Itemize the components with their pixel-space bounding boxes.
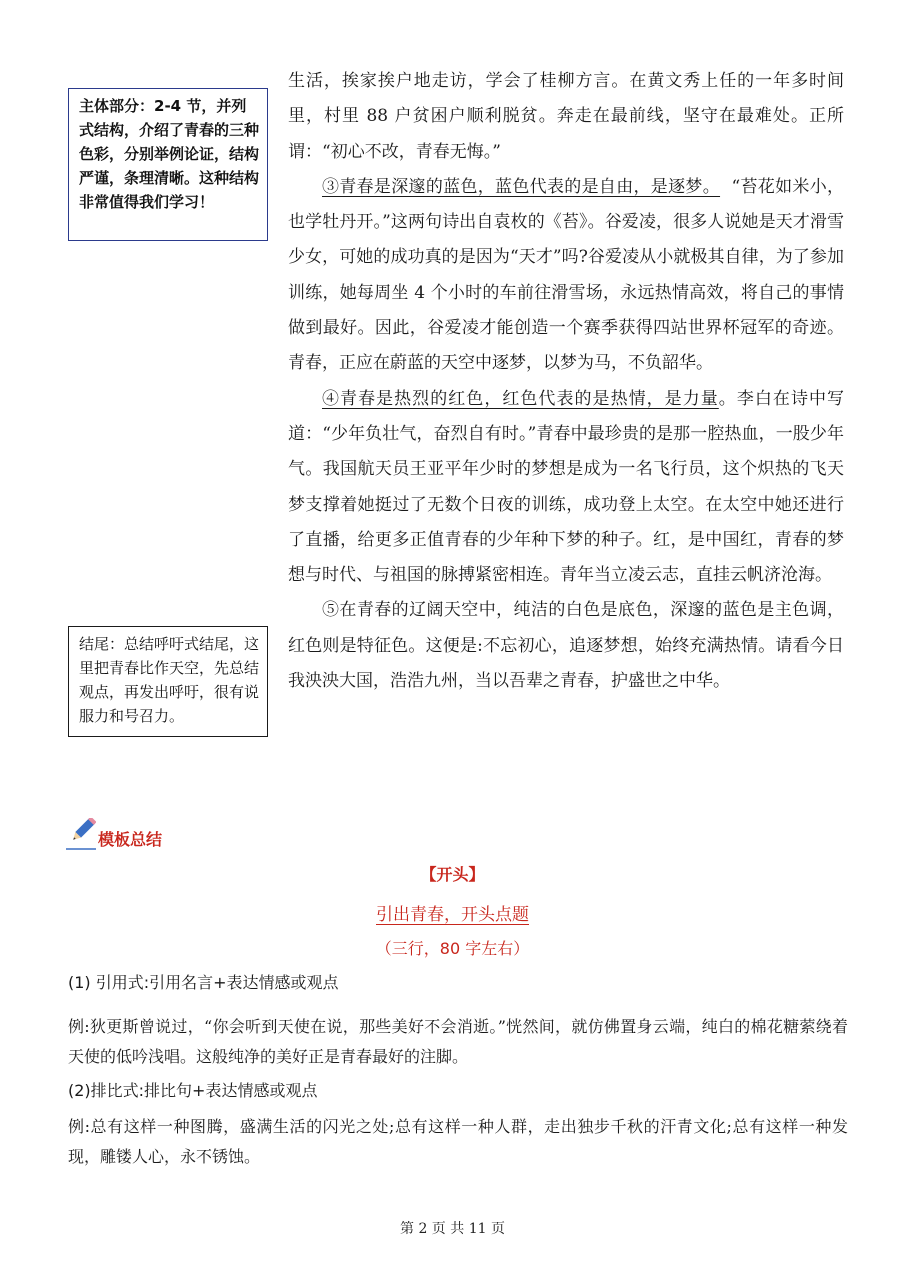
structure-annotation-text: 主体部分：2-4 节，并列式结构，介绍了青春的三种色彩，分别举例论证，结构严谨，条理清晰。这种结构非常值得我们学习！ (79, 97, 260, 211)
template-summary-heading (66, 818, 162, 850)
paragraph-4-topic-sentence: ④青春是热烈的红色，红色代表的是热情，是力量 (322, 388, 719, 409)
ending-annotation-box (68, 626, 268, 737)
structure-annotation-box (68, 88, 268, 241)
paragraph-3-topic-sentence: ③青春是深邃的蓝色，蓝色代表的是自由，是逐梦。 (322, 176, 721, 197)
paragraph-3-body: “苔花如米小，也学牡丹开。”这两句诗出自袁枚的《苔》。谷爱凌，很多人说她是天才滑雪少女，可她的成功真的是因为“天才”吗?谷爱凌从小就极其自律，为了参加训练，她每周坐 4 个小时的车前往滑雪场，永远热情高效，将自己的事情做到最好。因此，谷爱凌才能创造一个赛季获得四站世界杯冠军的奇迹。青春，正应在蔚蓝的天空中逐梦，以梦为马，不负韶华。 (288, 176, 844, 374)
method-1-example: 例:狄更斯曾说过，“你会听到天使在说，那些美好不会消逝。”恍然间，就仿佛置身云端，纯白的棉花糖萦绕着天使的低吟浅唱。这般纯净的美好正是青春最好的注脚。 (68, 1017, 848, 1066)
ending-annotation-text: 结尾：总结呼吁式结尾，这里把青春比作天空，先总结观点，再发出呼吁，很有说服力和号召力。 (79, 635, 260, 725)
method-1-label: (1) 引用式:引用名言+表达情感或观点 (68, 973, 339, 992)
essay-paragraph-4 (288, 382, 844, 594)
essay-paragraph-3 (288, 170, 844, 382)
opening-part-label: 【开头】 (420, 865, 485, 884)
opening-part-subtitle: 引出青春，开头点题 (376, 905, 529, 925)
page-footer: 第 2 页 共 11 页 (400, 1221, 505, 1237)
essay-paragraph-2-tail: 生活，挨家挨户地走访，学会了桂柳方言。在黄文秀上任的一年多时间里，村里 88 户贫困户顺利脱贫。奔走在最前线，坚守在最难处。正所谓：“初心不改，青春无悔。” (288, 71, 844, 162)
method-2-example: 例:总有这样一种图腾，盛满生活的闪光之处;总有这样一种人群，走出独步千秋的汗青文化;总有这样一种发现，雕镂人心，永不锈蚀。 (68, 1117, 848, 1166)
pencil-icon (66, 818, 96, 850)
opening-part-requirement: （三行，80 字左右） (375, 939, 530, 958)
opening-part-subtitle-row (0, 900, 905, 925)
paragraph-4-body: 。李白在诗中写道：“少年负壮气，奋烈自有时。”青春中最珍贵的是那一腔热血，一股少年气。我国航天员王亚平年少时的梦想是成为一名飞行员，这个炽热的飞天梦支撑着她挺过了无数个日夜的训练，成功登上太空。在太空中她还进行了直播，给更多正值青春的少年种下梦的种子。红，是中国红，青春的梦想与时代、与祖国的脉搏紧密相连。青年当立凌云志，直挂云帆济沧海。 (288, 388, 845, 586)
essay-paragraph-5: ⑤在青春的辽阔天空中，纯洁的白色是底色，深邃的蓝色是主色调，红色则是特征色。这便是:不忘初心，追逐梦想，始终充满热情。请看今日我泱泱大国，浩浩九州，当以吾辈之青春，护盛世之中华。 (288, 600, 844, 692)
essay-body (288, 64, 844, 699)
method-2-label: (2)排比式:排比句+表达情感或观点 (68, 1081, 318, 1100)
template-summary-title: 模板总结 (98, 830, 163, 849)
